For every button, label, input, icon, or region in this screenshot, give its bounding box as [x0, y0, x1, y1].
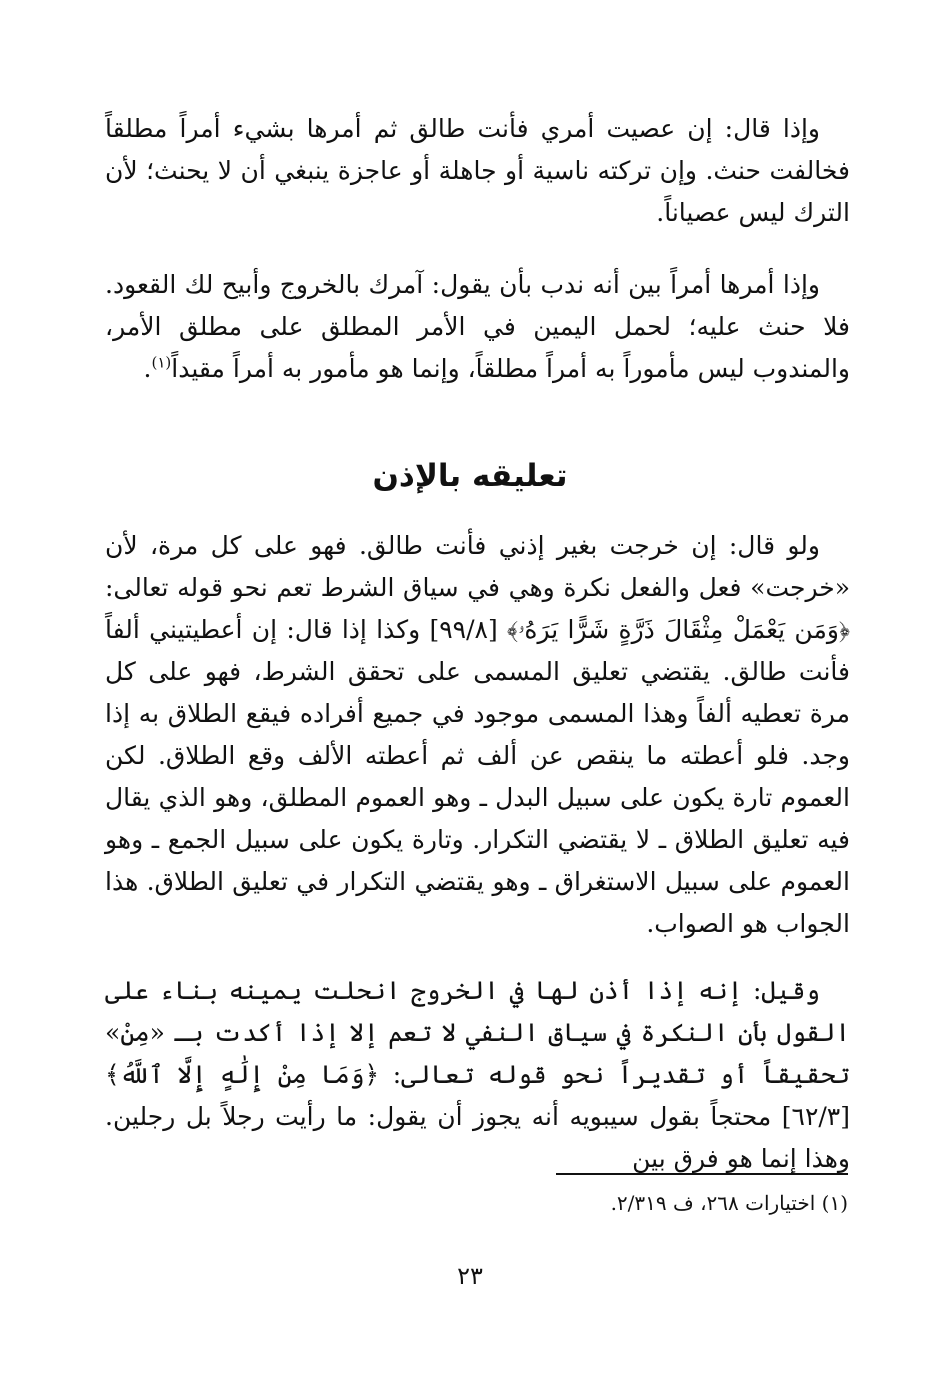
- paragraph-2: [105, 264, 850, 390]
- footnote-divider: [556, 1173, 848, 1175]
- page-number: ٢٣: [457, 1262, 483, 1290]
- footnote-reference-1: (١): [151, 353, 172, 372]
- section-heading: تعليقه بالإذن: [372, 458, 568, 494]
- footnote-1: (١) اختيارات ٢٦٨، ف ٢/٣١٩.: [610, 1191, 848, 1215]
- paragraph-2-text: وإذا أمرها أمراً بين أنه ندب بأن يقول: آمرك بالخروج وأبيح لك القعود. فلا حنث عليه؛ لحمل اليمين في الأمر المطلق على مطلق الأمر، والمندوب ليس مأموراً به أمراً مطلقاً، وإنما هو مأمور به أمراً مقيداً: [105, 270, 850, 383]
- paragraph-3-text-start: ولو قال: إن خرجت بغير إذني فأنت طالق. فهو على كل مرة، لأن «خرجت» فعل والفعل نكرة وهي في سياق الشرط تعم نحو قوله تعالى:: [105, 531, 850, 602]
- quran-verse-2: ﴿وَمَا مِنْ إِلَٰهٍ إِلَّا ٱللَّهُ﴾: [105, 1060, 380, 1089]
- paragraph-4-body: [105, 970, 850, 1180]
- paragraph-1-text: وإذا قال: إن عصيت أمري فأنت طالق ثم أمرها بشيء أمراً مطلقاً فخالفت حنث. وإن تركته ناسية أو جاهلة أو عاجزة ينبغي أن لا يحنث؛ لأن الترك ليس عصياناً.: [105, 114, 850, 227]
- paragraph-3-text-end: وكذا إذا قال: إن أعطيتيني ألفاً فأنت طالق. يقتضي تعليق المسمى على تحقق الشرط، فهو على كل مرة تعطيه ألفاً وهذا المسمى موجود في جميع أفراده فيقع الطلاق به إذا وجد. فلو أعطته ما ينقص عن ألف ثم أعطته الألف وقع الطلاق. لكن العموم تارة يكون على سبيل البدل ـ وهو العموم المطلق، وهو الذي يقال فيه تعليق الطلاق ـ لا يقتضي التكرار. وتارة يكون على سبيل الجمع ـ وهو العموم على سبيل الاستغراق ـ وهو يقتضي التكرار في تعليق الطلاق. هذا الجواب هو الصواب.: [105, 615, 850, 938]
- verse-citation-2: [٦٢/٣]: [781, 1102, 850, 1131]
- paragraph-4-text-end: محتجاً بقول سيبويه أنه يجوز أن يقول: ما رأيت رجلاً بل رجلين. وهذا إنما هو فرق بين: [105, 1102, 850, 1173]
- paragraph-3-body: [105, 525, 850, 945]
- paragraph-4: [105, 970, 850, 1180]
- paragraph-2-end: .: [143, 354, 152, 383]
- paragraph-3: [105, 525, 850, 945]
- paragraph-2-body: [105, 264, 850, 390]
- quran-verse-1: ﴿وَمَن يَعْمَلْ مِثْقَالَ ذَرَّةٍ شَرًّا يَرَهُۥ﴾: [507, 615, 850, 644]
- paragraph-1: [105, 108, 850, 234]
- verse-citation-1: [٩٩/٨]: [429, 615, 498, 644]
- paragraph-4-text-start: وقيل: إنه إذا أذن لها في الخروج انحلت يمينه بناء على القول بأن النكرة في سياق النفي لا تعم إلا إذا أكدت بـ «مِنْ» تحقيقاً أو تقديراً نحو قوله تعالى:: [105, 976, 851, 1089]
